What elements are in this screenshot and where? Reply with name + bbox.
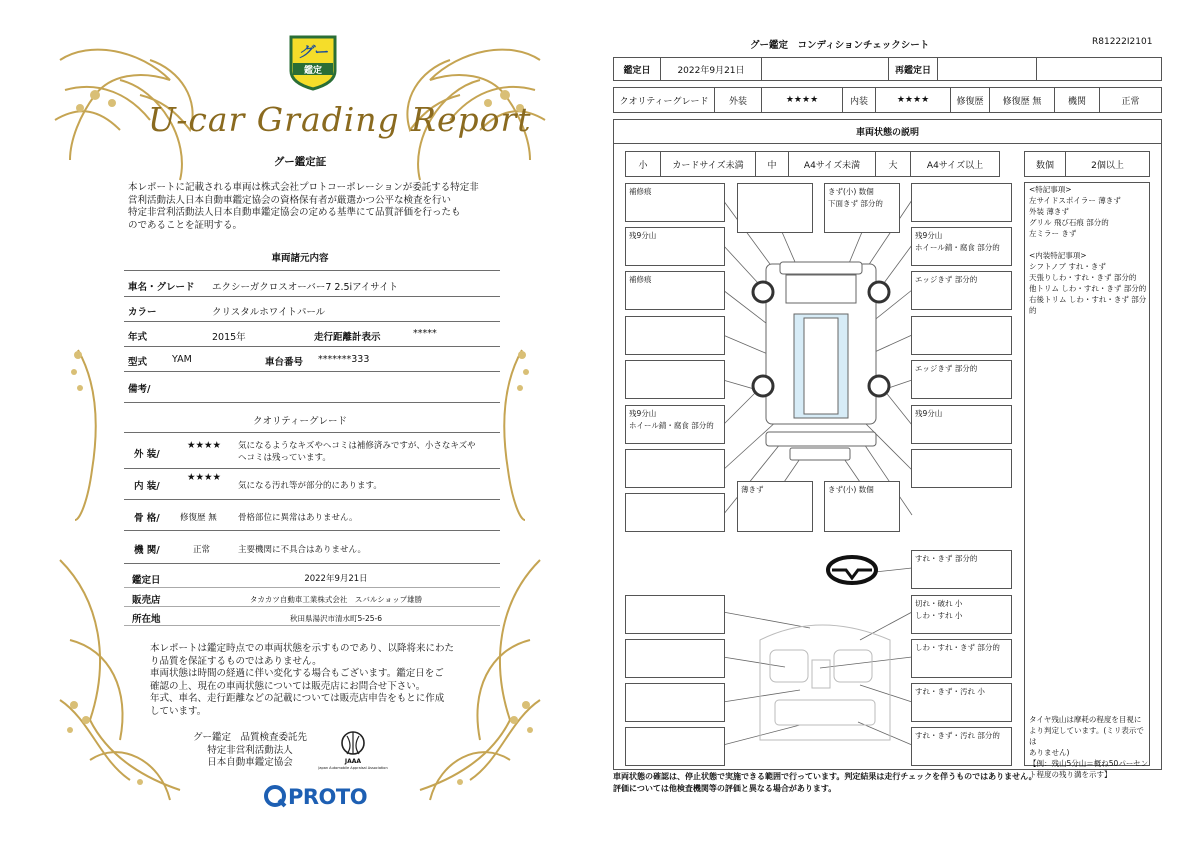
damage-box — [625, 183, 725, 222]
damage-box — [911, 405, 1012, 444]
size-large-desc: A4サイズ以上 — [910, 151, 1000, 177]
jaaa-name: JAAA — [344, 758, 362, 765]
proto-mark-icon — [264, 785, 288, 809]
damage-box — [737, 481, 813, 532]
interior-text: 切れ・破れ 小 — [915, 599, 963, 608]
intro-line: のであることを証明する。 — [128, 219, 243, 231]
interior-text: しわ・すれ 小 — [915, 611, 963, 620]
damage-text: 残9分山 — [629, 409, 657, 418]
note-line: より判定しています。(ミリ表示では — [1029, 726, 1144, 746]
damage-box — [625, 271, 725, 310]
interior-label: 内 装/ — [134, 481, 160, 492]
damage-box — [625, 227, 725, 266]
size-count: 数個 — [1024, 151, 1066, 177]
dealer-value: タカカツ自動車工業株式会社 スバルショップ雄勝 — [249, 595, 423, 604]
interior-text: しわ・すれ・きず 部分的 — [915, 643, 1000, 652]
damage-text: 下面きず 部分的 — [828, 199, 883, 208]
note-line: タイヤ残山は摩耗の程度を目視に — [1029, 715, 1142, 724]
exterior-text-line: ヘコミは残っています。 — [238, 453, 331, 463]
footer-association — [175, 732, 325, 770]
doc-id: R81222I2101 — [1092, 37, 1153, 47]
size-large: 大 — [875, 151, 911, 177]
footer-note-1: 車両状態の確認は、停止状態で実施できる範囲で行っています。判定結果は走行チェックを伴うものではありません。 — [613, 772, 1037, 781]
model-label: 型式 — [128, 357, 148, 368]
note-line: 【例：残山5分山＝概ね50パーセン — [1029, 759, 1149, 768]
damage-box — [911, 271, 1012, 310]
footer-note-2: 評価については他検査機関等の評価と異なる場合があります。 — [613, 784, 837, 793]
mileage-label: 走行距離計表示 — [314, 332, 381, 343]
appraisal-date-label: 鑑定日 — [132, 575, 161, 586]
jaaa-logo — [318, 728, 398, 778]
damage-text: エッジきず 部分的 — [915, 364, 978, 373]
interior-stars: ★★★★ — [187, 472, 222, 483]
model-value: YAM — [172, 354, 192, 365]
interior-box — [911, 683, 1012, 722]
interior-box — [911, 550, 1012, 589]
damage-box — [911, 449, 1012, 488]
note-line: り品質を保証するものではありません。 — [150, 655, 322, 667]
engine-text: 主要機関に不具合はありません。 — [238, 545, 367, 555]
damage-box — [824, 183, 900, 233]
size-small-desc: カードサイズ未満 — [660, 151, 756, 177]
jaaa-sub: Japan Automobile Appraisal Association — [318, 766, 388, 770]
damage-text: 残9分山 — [915, 231, 943, 240]
damage-box — [911, 227, 1012, 266]
damage-box — [625, 493, 725, 532]
date-value: 2022年9月21日 — [660, 57, 762, 81]
size-small: 小 — [625, 151, 661, 177]
car-name-value: エクシーガクロスオーバー7 2.5iアイサイト — [212, 282, 399, 293]
note-line: 外装 薄きず — [1029, 207, 1069, 216]
size-count-desc: 2個以上 — [1065, 151, 1150, 177]
note-line: 左サイドスポイラー 薄きず — [1029, 196, 1121, 205]
proto-logo — [264, 784, 367, 810]
intro-line: 特定非営利活動法人日本自動車鑑定協会の定める基準にて品質評価を行ったも — [128, 207, 461, 218]
notes-heading: <特記事項> — [1029, 185, 1072, 194]
engine-label: 機関 — [1054, 87, 1100, 113]
reappraisal-label: 再鑑定日 — [888, 57, 938, 81]
exterior-label: 外装 — [714, 87, 762, 113]
repair-value: 修復歴 無 — [989, 87, 1055, 113]
interior-text: 気になる汚れ等が部分的にあります。 — [238, 481, 382, 491]
interior-box — [911, 727, 1012, 766]
notes-box — [1024, 182, 1150, 779]
interior-box — [625, 639, 725, 678]
footer-line: 日本自動車鑑定協会 — [207, 757, 293, 768]
car-name-label: 車名・グレード — [128, 282, 195, 293]
footer-line: グー鑑定 品質検査委託先 — [192, 732, 307, 743]
engine-value: 正常 — [1099, 87, 1162, 113]
damage-box — [911, 360, 1012, 399]
note-line: 年式、車名、走行距離などの記載については販売店申告をもとに作成 — [150, 693, 445, 704]
specs-title: 車両諸元内容 — [271, 253, 329, 264]
exterior-stars: ★★★★ — [187, 440, 222, 451]
interior-box — [911, 639, 1012, 678]
color-label: カラー — [128, 307, 157, 318]
appraisal-date-value: 2022年9月21日 — [304, 574, 368, 584]
engine-value: 正常 — [193, 545, 211, 555]
damage-text: 補修痕 — [629, 187, 652, 196]
damage-box — [625, 360, 725, 399]
interior-text: すれ・きず・汚れ 小 — [915, 687, 985, 696]
goo-appraisal-logo — [287, 33, 339, 91]
note-line: 他トリム しわ・すれ・きず 部分的 — [1029, 284, 1147, 293]
note-line: しています。 — [150, 705, 207, 717]
note-line: 本レポートは鑑定時点での車両状態を示すものであり、以降将来にわた — [150, 643, 455, 654]
intro-line: 本レポートに記載される車両は株式会社プロトコーポレーションが委託する特定非 — [128, 182, 479, 193]
exterior-text — [238, 440, 476, 464]
chassis-value: *******333 — [318, 354, 370, 365]
intro-text — [128, 182, 508, 232]
interior-stars: ★★★★ — [875, 87, 951, 113]
damage-box — [737, 183, 813, 233]
intro-line: 営利活動法人日本自動車鑑定協会の資格保有者が厳選かつ公平な検査を行い — [128, 194, 452, 206]
damage-box — [911, 316, 1012, 355]
engine-label: 機 関/ — [134, 545, 160, 556]
state-title: 車両状態の説明 — [855, 128, 919, 138]
steering-wheel-icon — [828, 557, 876, 583]
exterior-text-line: 気になるようなキズやヘコミは補修済みですが、小さなキズや — [238, 441, 476, 451]
damage-text: 薄きず — [741, 485, 764, 494]
badge-line1: グー — [297, 43, 328, 61]
frame-value: 修復歴 無 — [180, 513, 217, 523]
note-line: ありません) — [1029, 748, 1070, 757]
proto-text: PROTO — [288, 785, 368, 809]
report-script-title: U-car Grading Report — [148, 100, 532, 139]
footer-line: 特定非営利活動法人 — [207, 744, 293, 756]
year-value: 2015年 — [212, 332, 246, 343]
disclaimer-notes — [150, 643, 490, 718]
mileage-value: ***** — [413, 328, 437, 339]
interior-sketch-icon — [760, 625, 890, 740]
frame-label: 骨 格/ — [134, 513, 160, 524]
size-medium: 中 — [755, 151, 789, 177]
badge-line2: 鑑定 — [303, 66, 322, 76]
damage-text: エッジきず 部分的 — [915, 275, 978, 284]
color-value: クリスタルホワイトパール — [212, 307, 326, 318]
note-line: シフトノブ すれ・きず — [1029, 262, 1106, 271]
note-line: 確認の上、現在の車両状態については販売店にお問合せ下さい。 — [150, 680, 426, 692]
notes-heading: <内装特記事項> — [1029, 251, 1087, 260]
damage-box — [824, 481, 900, 532]
interior-label: 内装 — [842, 87, 876, 113]
damage-box — [625, 449, 725, 488]
tire-note — [1029, 714, 1149, 780]
damage-text: ホイール錆・腐食 部分的 — [629, 421, 714, 430]
interior-box — [911, 595, 1012, 634]
damage-box — [625, 405, 725, 444]
damage-text: 残9分山 — [629, 231, 657, 240]
grade-label: クオリティーグレード — [613, 87, 715, 113]
size-medium-desc: A4サイズ未満 — [788, 151, 876, 177]
note-line: ト程度の残り溝を示す】 — [1029, 770, 1112, 779]
damage-box — [911, 183, 1012, 222]
address-value: 秋田県湯沢市清水町5-25-6 — [290, 614, 382, 623]
dealer-label: 販売店 — [132, 595, 161, 606]
sheet-title: グー鑑定 コンディションチェックシート — [750, 40, 930, 51]
note-line: グリル 飛び石痕 部分的 — [1029, 218, 1109, 227]
note-line: 左ミラー きず — [1029, 229, 1077, 238]
remarks-label: 備考/ — [128, 384, 151, 395]
damage-text: きず(小) 数個 — [828, 187, 874, 196]
repair-label: 修復歴 — [950, 87, 990, 113]
damage-text: ホイール錆・腐食 部分的 — [915, 243, 1000, 252]
note-line: 天張りしわ・すれ・きず 部分的 — [1029, 273, 1137, 282]
address-label: 所在地 — [132, 614, 161, 625]
frame-text: 骨格部位に異常はありません。 — [238, 513, 358, 523]
interior-box — [625, 595, 725, 634]
certificate-title: グー鑑定証 — [273, 156, 327, 168]
exterior-label: 外 装/ — [134, 449, 160, 460]
interior-box — [625, 727, 725, 766]
condition-check-sheet — [600, 0, 1200, 848]
damage-text: 補修痕 — [629, 275, 652, 284]
interior-text: すれ・きず 部分的 — [915, 554, 978, 563]
note-line: 車両状態は時間の経過に伴い変化する場合もございます。鑑定日をご — [150, 668, 444, 679]
note-line: 右後トリム しわ・すれ・きず 部分的 — [1029, 295, 1147, 315]
damage-text: 残9分山 — [915, 409, 943, 418]
chassis-label: 車台番号 — [265, 357, 304, 368]
year-label: 年式 — [128, 332, 148, 343]
date-label: 鑑定日 — [613, 57, 661, 81]
damage-text: きず(小) 数個 — [828, 485, 874, 494]
exterior-stars: ★★★★ — [761, 87, 843, 113]
interior-box — [625, 683, 725, 722]
quality-title: クオリティーグレード — [252, 416, 348, 427]
special-notes — [1029, 184, 1149, 316]
damage-box — [625, 316, 725, 355]
interior-text: すれ・きず・汚れ 部分的 — [915, 731, 1000, 740]
